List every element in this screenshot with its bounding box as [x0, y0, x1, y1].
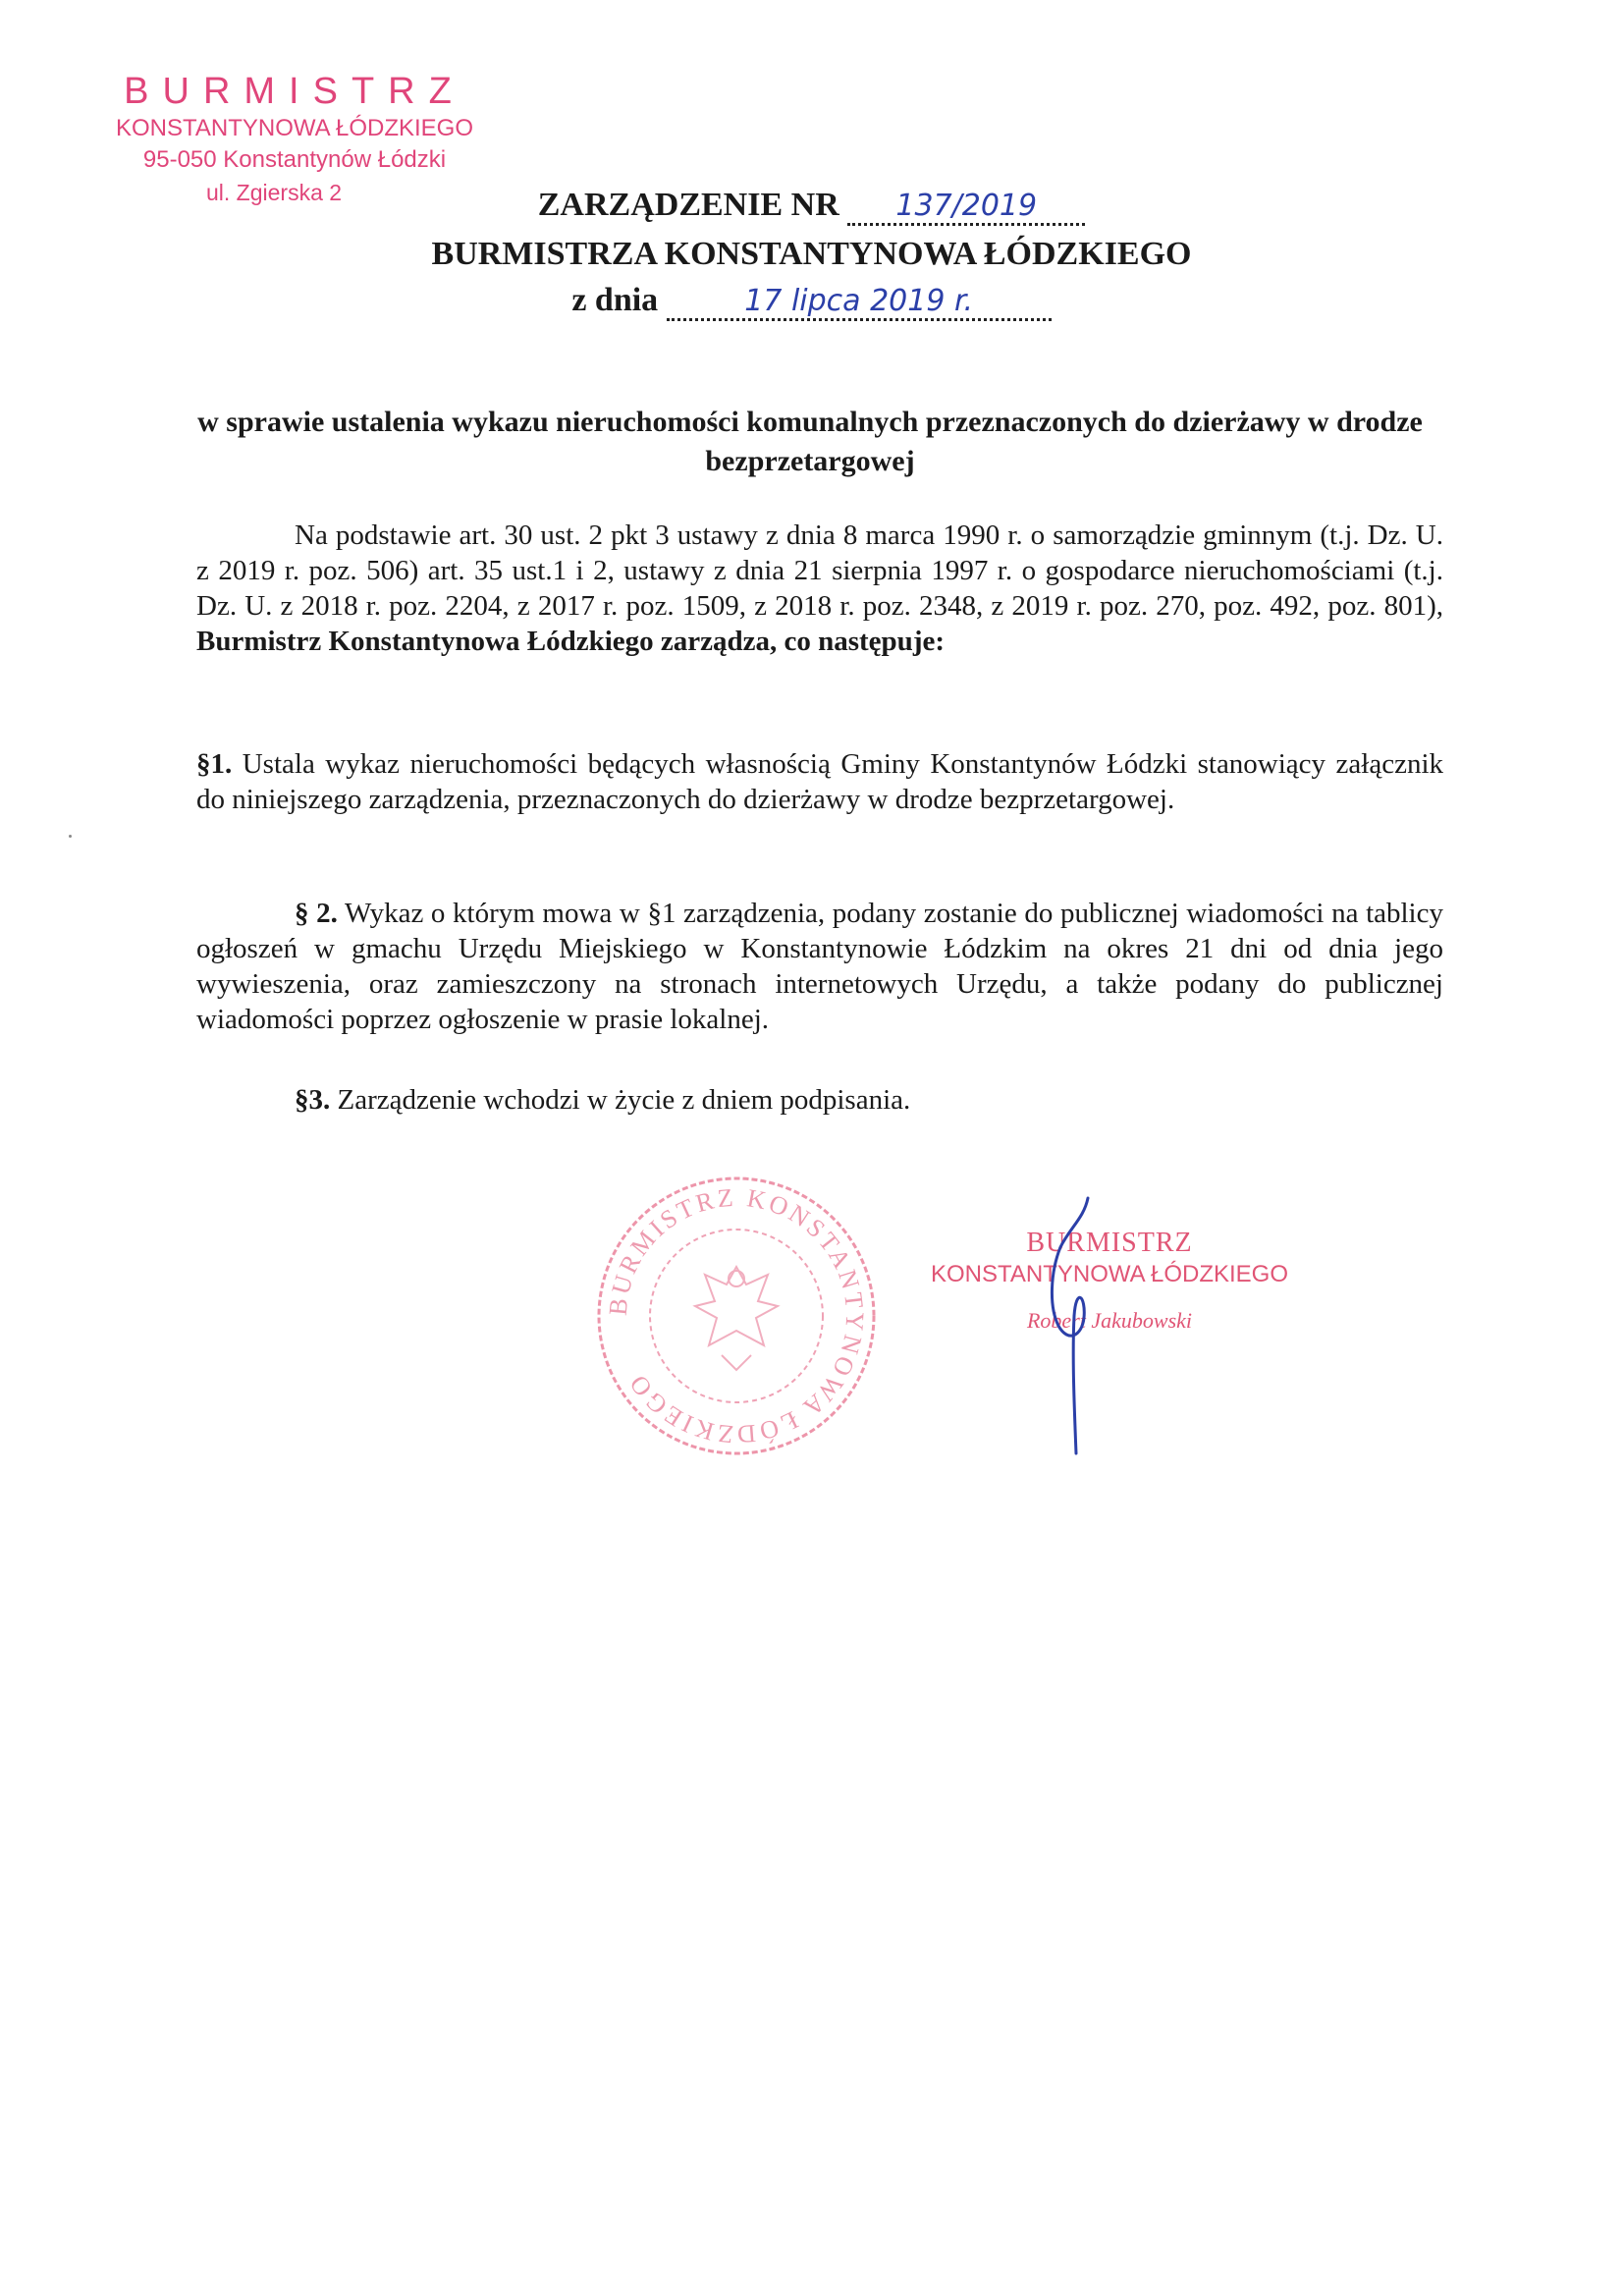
ordinance-authority: BURMISTRZA KONSTANTYNOWA ŁÓDZKIEGO — [431, 236, 1192, 272]
preamble-text: Na podstawie art. 30 ust. 2 pkt 3 ustawy z dnia 8 marca 1990 r. o samorządzie gminnym (t.j. Dz. U. z 2019 r. poz. 506) art. 35 ust.1 i 2, ustawy z dnia 21 sierpnia 1997 r. o gospodarce nieruchomościami (t.j. Dz. U. z 2018 r. poz. 2204, z 2017 r. poz. 1509, z 2018 r. poz. 2348, z 2019 r. poz. 270, poz. 492, poz. 801), — [196, 519, 1443, 622]
section-3-mark: §3. — [295, 1084, 331, 1116]
signature-stamp-name: Robert Jakubowski — [1026, 1308, 1193, 1333]
ordinance-number-line — [0, 187, 1623, 226]
signature-stamp — [903, 1228, 1316, 1334]
header-stamp-office: KONSTANTYNOWA ŁÓDZKIEGO — [115, 115, 474, 141]
header-stamp-postal: 95-050 Konstantynów Łódzki — [142, 146, 447, 173]
section-2 — [196, 896, 1443, 1037]
section-3 — [196, 1082, 1443, 1118]
section-1-text: Ustala wykaz nieruchomości będących własnością Gminy Konstantynów Łódzki stanowiący załącznik do niniejszego zarządzenia, przeznaczonych do dzierżawy w drodze bezprzetargowej. — [196, 748, 1443, 815]
ordinance-number-handwritten: 137/2019 — [847, 189, 1085, 226]
ordinance-date-label: z dnia — [571, 282, 659, 318]
section-2-mark: § 2. — [295, 898, 338, 929]
signature-stamp-office: KONSTANTYNOWA ŁÓDZKIEGO — [930, 1261, 1289, 1287]
eagle-emblem-icon — [695, 1267, 778, 1370]
header-stamp-title: BURMISTRZ — [124, 71, 465, 112]
signature-stamp-title: BURMISTRZ — [1026, 1228, 1193, 1258]
ordinance-date-handwritten: 17 lipca 2019 r. — [667, 284, 1052, 321]
ordinance-date-line — [0, 282, 1623, 321]
header-stamp-street: ul. Zgierska 2 — [206, 180, 343, 205]
scan-speck — [69, 835, 72, 838]
official-round-seal — [589, 1169, 884, 1463]
section-1 — [196, 746, 1443, 817]
seal-text: BURMISTRZ KONSTANTYNOWA ŁÓDZKIEGO — [603, 1182, 870, 1449]
preamble-bold: Burmistrz Konstantynowa Łódzkiego zarządza, co następuje: — [196, 626, 946, 657]
preamble-paragraph — [196, 518, 1443, 659]
handwritten-signature-icon — [1031, 1188, 1109, 1463]
ordinance-subject: w sprawie ustalenia wykazu nieruchomości komunalnych przeznaczonych do dzierżawy w drodze bezprzetargowej — [197, 406, 1423, 477]
section-1-mark: §1. — [196, 748, 233, 780]
svg-text:BURMISTRZ KONSTANTYNOWA ŁÓDZKI — [604, 1183, 870, 1449]
ordinance-number-label: ZARZĄDZENIE NR — [537, 187, 839, 223]
section-2-text: Wykaz o którym mowa w §1 zarządzenia, podany zostanie do publicznej wiadomości na tablicy ogłoszeń w gmachu Urzędu Miejskiego w Konstantynowie Łódzkim na okres 21 dni od dnia jego wywieszenia, oraz zamieszczony na stronach internetowych Urzędu, a także podany do publicznej wiadomości poprzez ogłoszenie w prasie lokalnej. — [196, 898, 1443, 1035]
section-3-text: Zarządzenie wchodzi w życie z dniem podpisania. — [337, 1084, 911, 1116]
